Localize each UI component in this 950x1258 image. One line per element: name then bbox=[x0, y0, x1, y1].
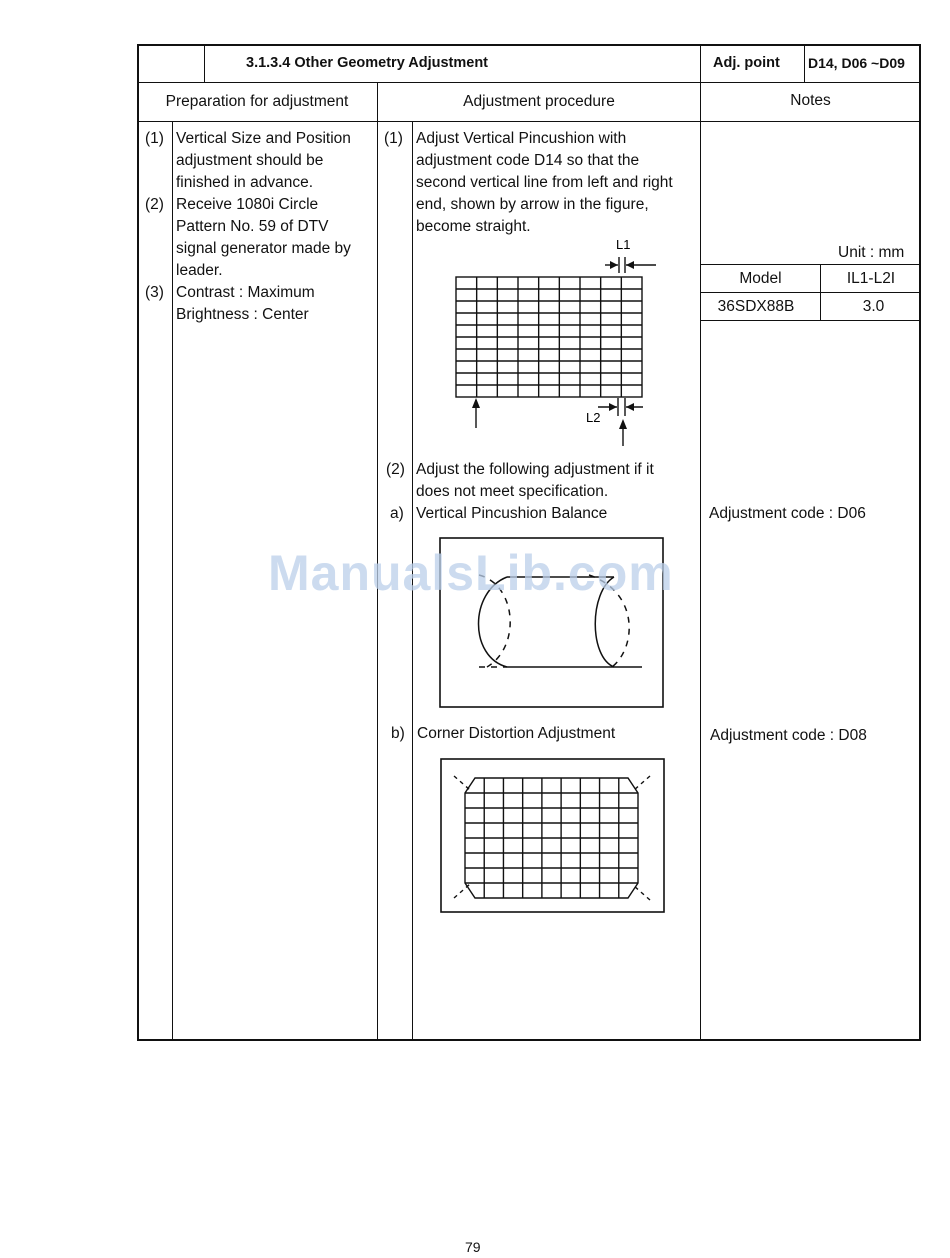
adj-point-divider bbox=[804, 44, 805, 82]
prep-line: Brightness : Center bbox=[176, 306, 309, 323]
proc-sub-b-num: b) bbox=[391, 725, 405, 742]
preparation-header: Preparation for adjustment bbox=[165, 93, 349, 110]
page-number: 79 bbox=[465, 1239, 481, 1255]
notes-cell-value: 3.0 bbox=[862, 298, 885, 315]
prep-line: leader. bbox=[176, 262, 223, 279]
section-title: 3.1.3.4 Other Geometry Adjustment bbox=[246, 55, 489, 71]
notes-table-top bbox=[701, 264, 921, 265]
prep-line: Pattern No. 59 of DTV bbox=[176, 218, 329, 235]
l1-label: L1 bbox=[616, 237, 631, 252]
column-header-divider bbox=[137, 121, 921, 122]
prep-num-1: (1) bbox=[145, 130, 164, 147]
proc-sub-a-label: Vertical Pincushion Balance bbox=[416, 505, 608, 522]
notes-header-model: Model bbox=[739, 270, 782, 287]
proc-line: does not meet specification. bbox=[416, 483, 609, 500]
adj-point-label: Adj. point bbox=[713, 55, 780, 71]
watermark: ManualsLib.com bbox=[268, 545, 674, 601]
prep-line: Contrast : Maximum bbox=[176, 284, 315, 301]
notes-header: Notes bbox=[790, 92, 831, 109]
l2-label: L2 bbox=[586, 410, 601, 425]
proc-sub-b-label: Corner Distortion Adjustment bbox=[417, 725, 616, 742]
notes-table-mid bbox=[701, 292, 921, 293]
notes-header-value: IL1-L2I bbox=[846, 270, 896, 287]
proc-sub-a-num: a) bbox=[390, 505, 404, 522]
proc-line: Adjust the following adjustment if it bbox=[416, 461, 654, 478]
proc-line: second vertical line from left and right bbox=[416, 174, 673, 191]
adjustment-code-a: Adjustment code : D06 bbox=[709, 505, 866, 522]
title-left-cell-divider bbox=[204, 44, 205, 82]
proc-line: Adjust Vertical Pincushion with bbox=[416, 130, 627, 147]
prep-line: signal generator made by bbox=[176, 240, 351, 257]
proc-num-1: (1) bbox=[384, 130, 403, 147]
proc-line: end, shown by arrow in the figure, bbox=[416, 196, 649, 213]
preparation-number-divider bbox=[172, 121, 173, 1041]
prep-num-3: (3) bbox=[145, 284, 164, 301]
notes-cell-model: 36SDX88B bbox=[717, 298, 795, 315]
prep-line: finished in advance. bbox=[176, 174, 314, 191]
notes-column-divider bbox=[700, 44, 701, 1041]
corner-distortion-figure bbox=[440, 758, 666, 914]
proc-line: adjustment code D14 so that the bbox=[416, 152, 640, 169]
proc-line: become straight. bbox=[416, 218, 531, 235]
prep-line: Vertical Size and Position bbox=[176, 130, 351, 147]
adjustment-code-b: Adjustment code : D08 bbox=[710, 727, 867, 744]
proc-num-2: (2) bbox=[386, 461, 405, 478]
notes-table-bottom bbox=[701, 320, 921, 321]
header-divider bbox=[137, 82, 921, 83]
prep-num-2: (2) bbox=[145, 196, 164, 213]
prep-line: Receive 1080i Circle bbox=[176, 196, 319, 213]
crosshatch-figure bbox=[440, 232, 670, 450]
procedure-header: Adjustment procedure bbox=[463, 93, 615, 110]
unit-label: Unit : mm bbox=[838, 244, 905, 261]
adj-point-value: D14, D06 ~D09 bbox=[808, 55, 905, 71]
prep-line: adjustment should be bbox=[176, 152, 324, 169]
